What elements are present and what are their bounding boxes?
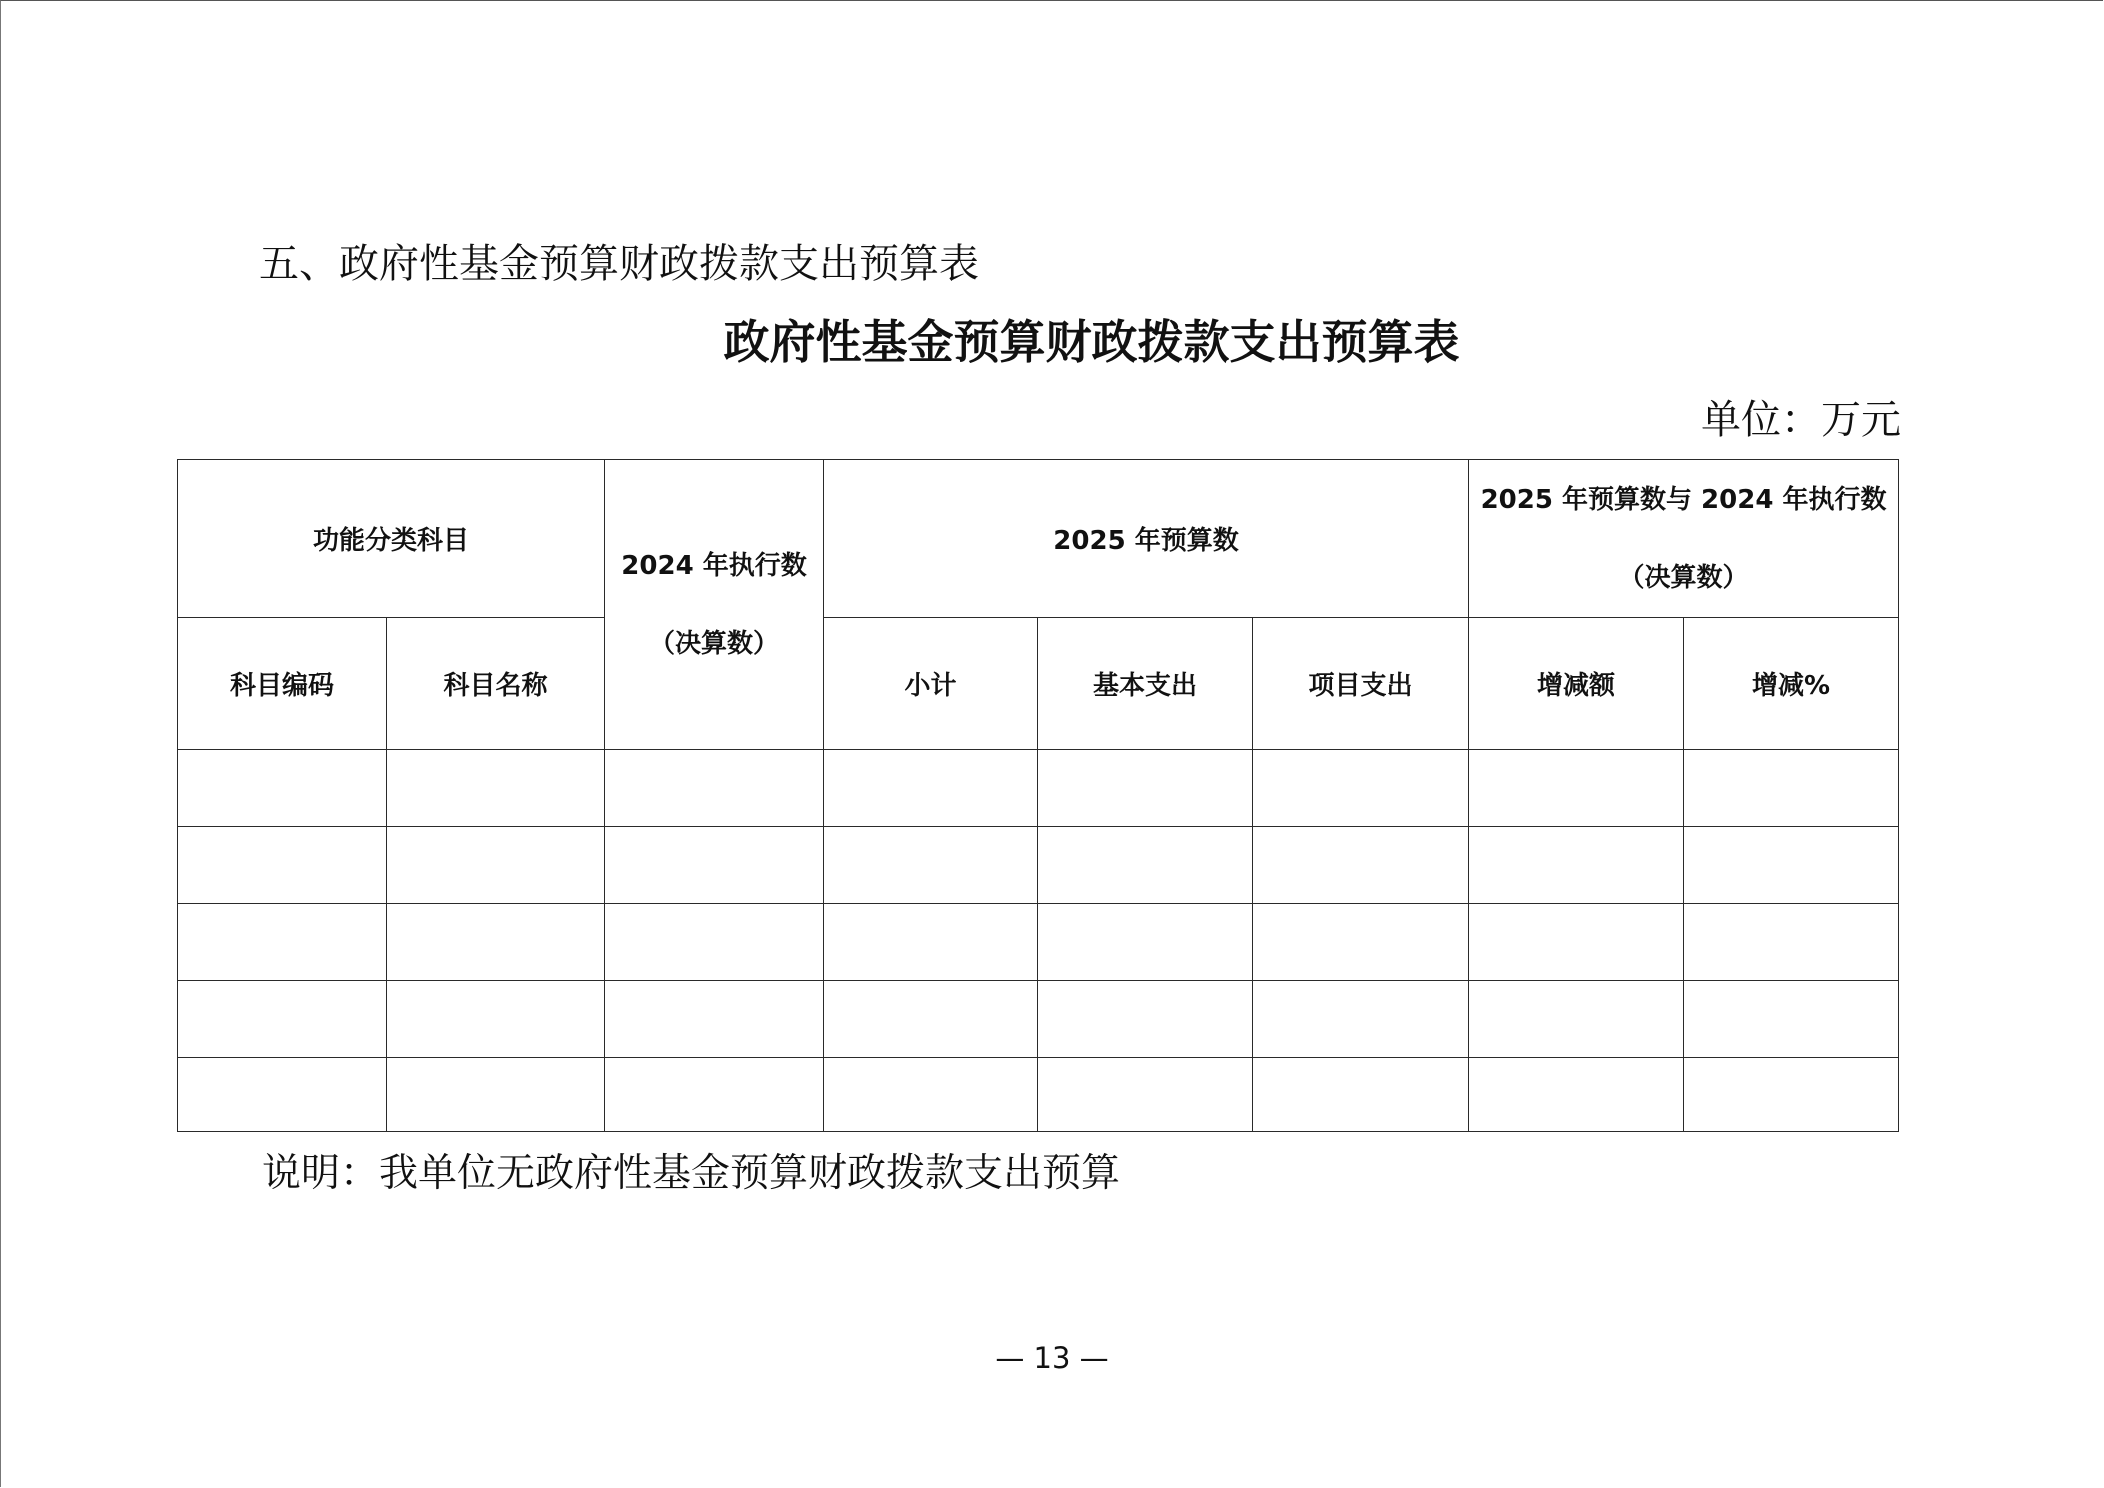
- header-project-expense: 项目支出: [1253, 618, 1469, 750]
- table-cell: [1038, 981, 1253, 1058]
- table-cell: [1469, 904, 1684, 981]
- table-cell: [1684, 750, 1899, 827]
- header-exec-2024-line1: 2024 年执行数: [621, 550, 807, 581]
- table-cell: [1684, 904, 1899, 981]
- header-row-2: [178, 618, 1899, 750]
- table-cell: [605, 981, 824, 1058]
- table-cell: [178, 981, 387, 1058]
- table-cell: [1038, 750, 1253, 827]
- table-cell: [1684, 1058, 1899, 1132]
- table-cell: [387, 827, 605, 904]
- header-functional-category: 功能分类科目: [178, 460, 605, 618]
- table-title: 政府性基金预算财政拨款支出预算表: [723, 315, 1460, 369]
- header-change-percent: 增减%: [1684, 618, 1899, 750]
- table-cell: [1038, 904, 1253, 981]
- table-cell: [824, 750, 1038, 827]
- table-cell: [1469, 827, 1684, 904]
- table-cell: [824, 981, 1038, 1058]
- table-cell: [1684, 981, 1899, 1058]
- header-compare: [1469, 460, 1899, 618]
- table-cell: [387, 1058, 605, 1132]
- header-subject-code: 科目编码: [178, 618, 387, 750]
- unit-label: 单位：万元: [1701, 397, 1901, 443]
- page-number: — 13 —: [995, 1341, 1109, 1375]
- section-heading: 五、政府性基金预算财政拨款支出预算表: [259, 241, 979, 287]
- table-cell: [178, 827, 387, 904]
- table-cell: [605, 1058, 824, 1132]
- table-cell: [387, 904, 605, 981]
- header-exec-2024: [605, 460, 824, 750]
- table-cell: [1038, 827, 1253, 904]
- table-cell: [1684, 827, 1899, 904]
- header-exec-2024-line2: （决算数）: [649, 628, 780, 659]
- header-compare-line2: （决算数）: [1618, 562, 1749, 593]
- table-cell: [178, 750, 387, 827]
- header-subtotal: 小计: [824, 618, 1038, 750]
- table-cell: [824, 827, 1038, 904]
- table-row: [178, 904, 1899, 981]
- table-cell: [605, 750, 824, 827]
- table-cell: [605, 904, 824, 981]
- table-cell: [387, 981, 605, 1058]
- table-cell: [1253, 827, 1469, 904]
- table-cell: [1469, 1058, 1684, 1132]
- table-cell: [1253, 750, 1469, 827]
- table-cell: [1253, 904, 1469, 981]
- explanation-note: 说明：我单位无政府性基金预算财政拨款支出预算: [262, 1151, 1121, 1196]
- table-cell: [824, 1058, 1038, 1132]
- table-cell: [605, 827, 824, 904]
- table-row: [178, 750, 1899, 827]
- header-budget-2025: 2025 年预算数: [824, 460, 1469, 618]
- budget-table: [177, 459, 1899, 1132]
- table-cell: [1469, 750, 1684, 827]
- table-cell: [178, 1058, 387, 1132]
- table-cell: [1469, 981, 1684, 1058]
- header-change-amount: 增减额: [1469, 618, 1684, 750]
- header-compare-line1: 2025 年预算数与 2024 年执行数: [1480, 484, 1887, 515]
- table-row: [178, 827, 1899, 904]
- table-cell: [387, 750, 605, 827]
- table-cell: [1253, 981, 1469, 1058]
- header-subject-name: 科目名称: [387, 618, 605, 750]
- table-cell: [1253, 1058, 1469, 1132]
- header-basic-expense: 基本支出: [1038, 618, 1253, 750]
- table-cell: [824, 904, 1038, 981]
- table-cell: [178, 904, 387, 981]
- table-row: [178, 1058, 1899, 1132]
- table-cell: [1038, 1058, 1253, 1132]
- table-row: [178, 981, 1899, 1058]
- header-row-1: [178, 460, 1899, 618]
